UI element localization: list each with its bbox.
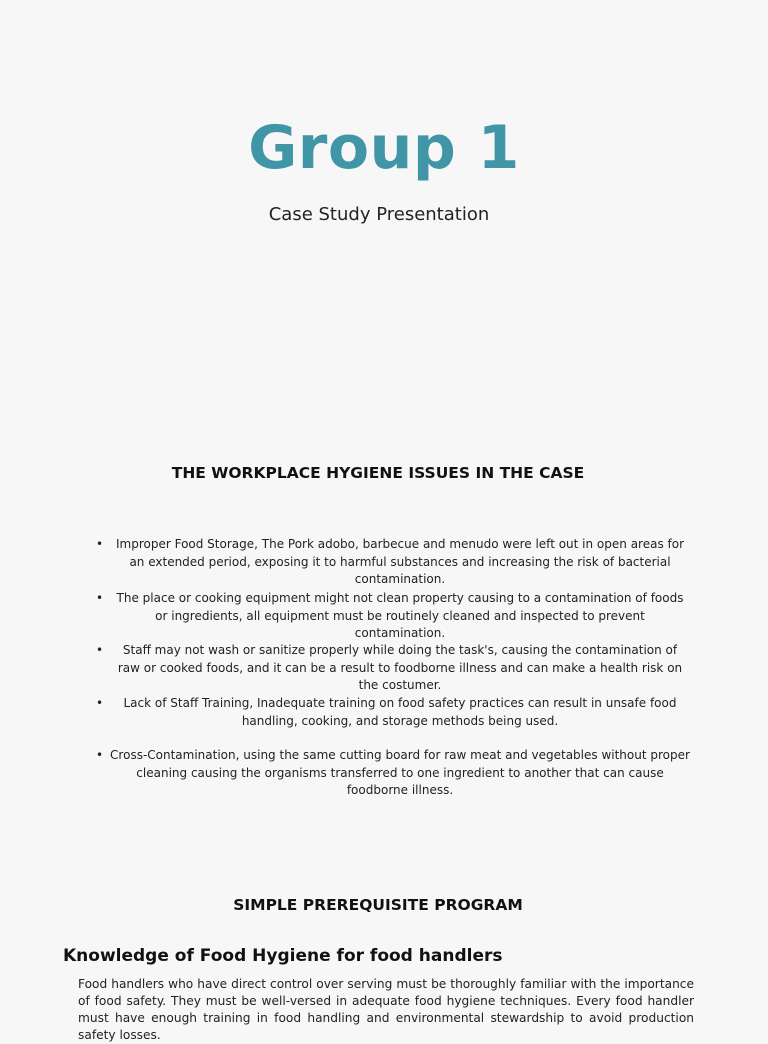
list-item bbox=[96, 747, 690, 800]
list-item bbox=[96, 536, 690, 589]
bullet-icon: • bbox=[96, 748, 104, 762]
body-paragraph: Food handlers who have direct control over serving must be thoroughly familiar with the importance of food safety. They must be well-versed in adequate food hygiene techniques. Every food handler must have enough training in food handling and environmental stewardship to avoid production safety losses. bbox=[78, 977, 694, 1042]
list-item-text: The place or cooking equipment might not clean property causing to a contamination of foods or ingredients, all equipment must be routinely cleaned and inspected to prevent contamination. bbox=[116, 591, 684, 640]
list-item-text: Cross-Contamination, using the same cutting board for raw meat and vegetables without proper cleaning causing the organisms transferred to one ingredient to another that can cause foodborne illness. bbox=[110, 748, 690, 797]
list-item bbox=[96, 590, 690, 643]
list-item-text: Lack of Staff Training, Inadequate training on food safety practices can result in unsafe food handling, cooking, and storage methods being used. bbox=[123, 696, 677, 728]
list-item-text: Improper Food Storage, The Pork adobo, barbecue and menudo were left out in open areas for an extended period, exposing it to harmful substances and increasing the risk of bacterial contamination. bbox=[115, 537, 685, 586]
list-item-text: Staff may not wash or sanitize properly while doing the task's, causing the contamination of raw or cooked foods, and it can be a result to foodborne illness and can make a health risk on the costumer. bbox=[117, 643, 683, 692]
bullet-icon: • bbox=[96, 591, 104, 605]
section-heading-hygiene-issues: THE WORKPLACE HYGIENE ISSUES IN THE CASE bbox=[171, 464, 585, 482]
list-item bbox=[96, 642, 690, 695]
subheading-food-hygiene-knowledge: Knowledge of Food Hygiene for food handlers bbox=[63, 946, 503, 966]
list-item bbox=[96, 695, 690, 730]
bullet-icon: • bbox=[96, 537, 104, 551]
page-title: Group 1 bbox=[248, 113, 520, 183]
page-subtitle: Case Study Presentation bbox=[268, 204, 490, 225]
bullet-icon: • bbox=[96, 643, 104, 657]
section-heading-prerequisite-program: SIMPLE PREREQUISITE PROGRAM bbox=[233, 896, 523, 914]
bullet-icon: • bbox=[96, 696, 104, 710]
